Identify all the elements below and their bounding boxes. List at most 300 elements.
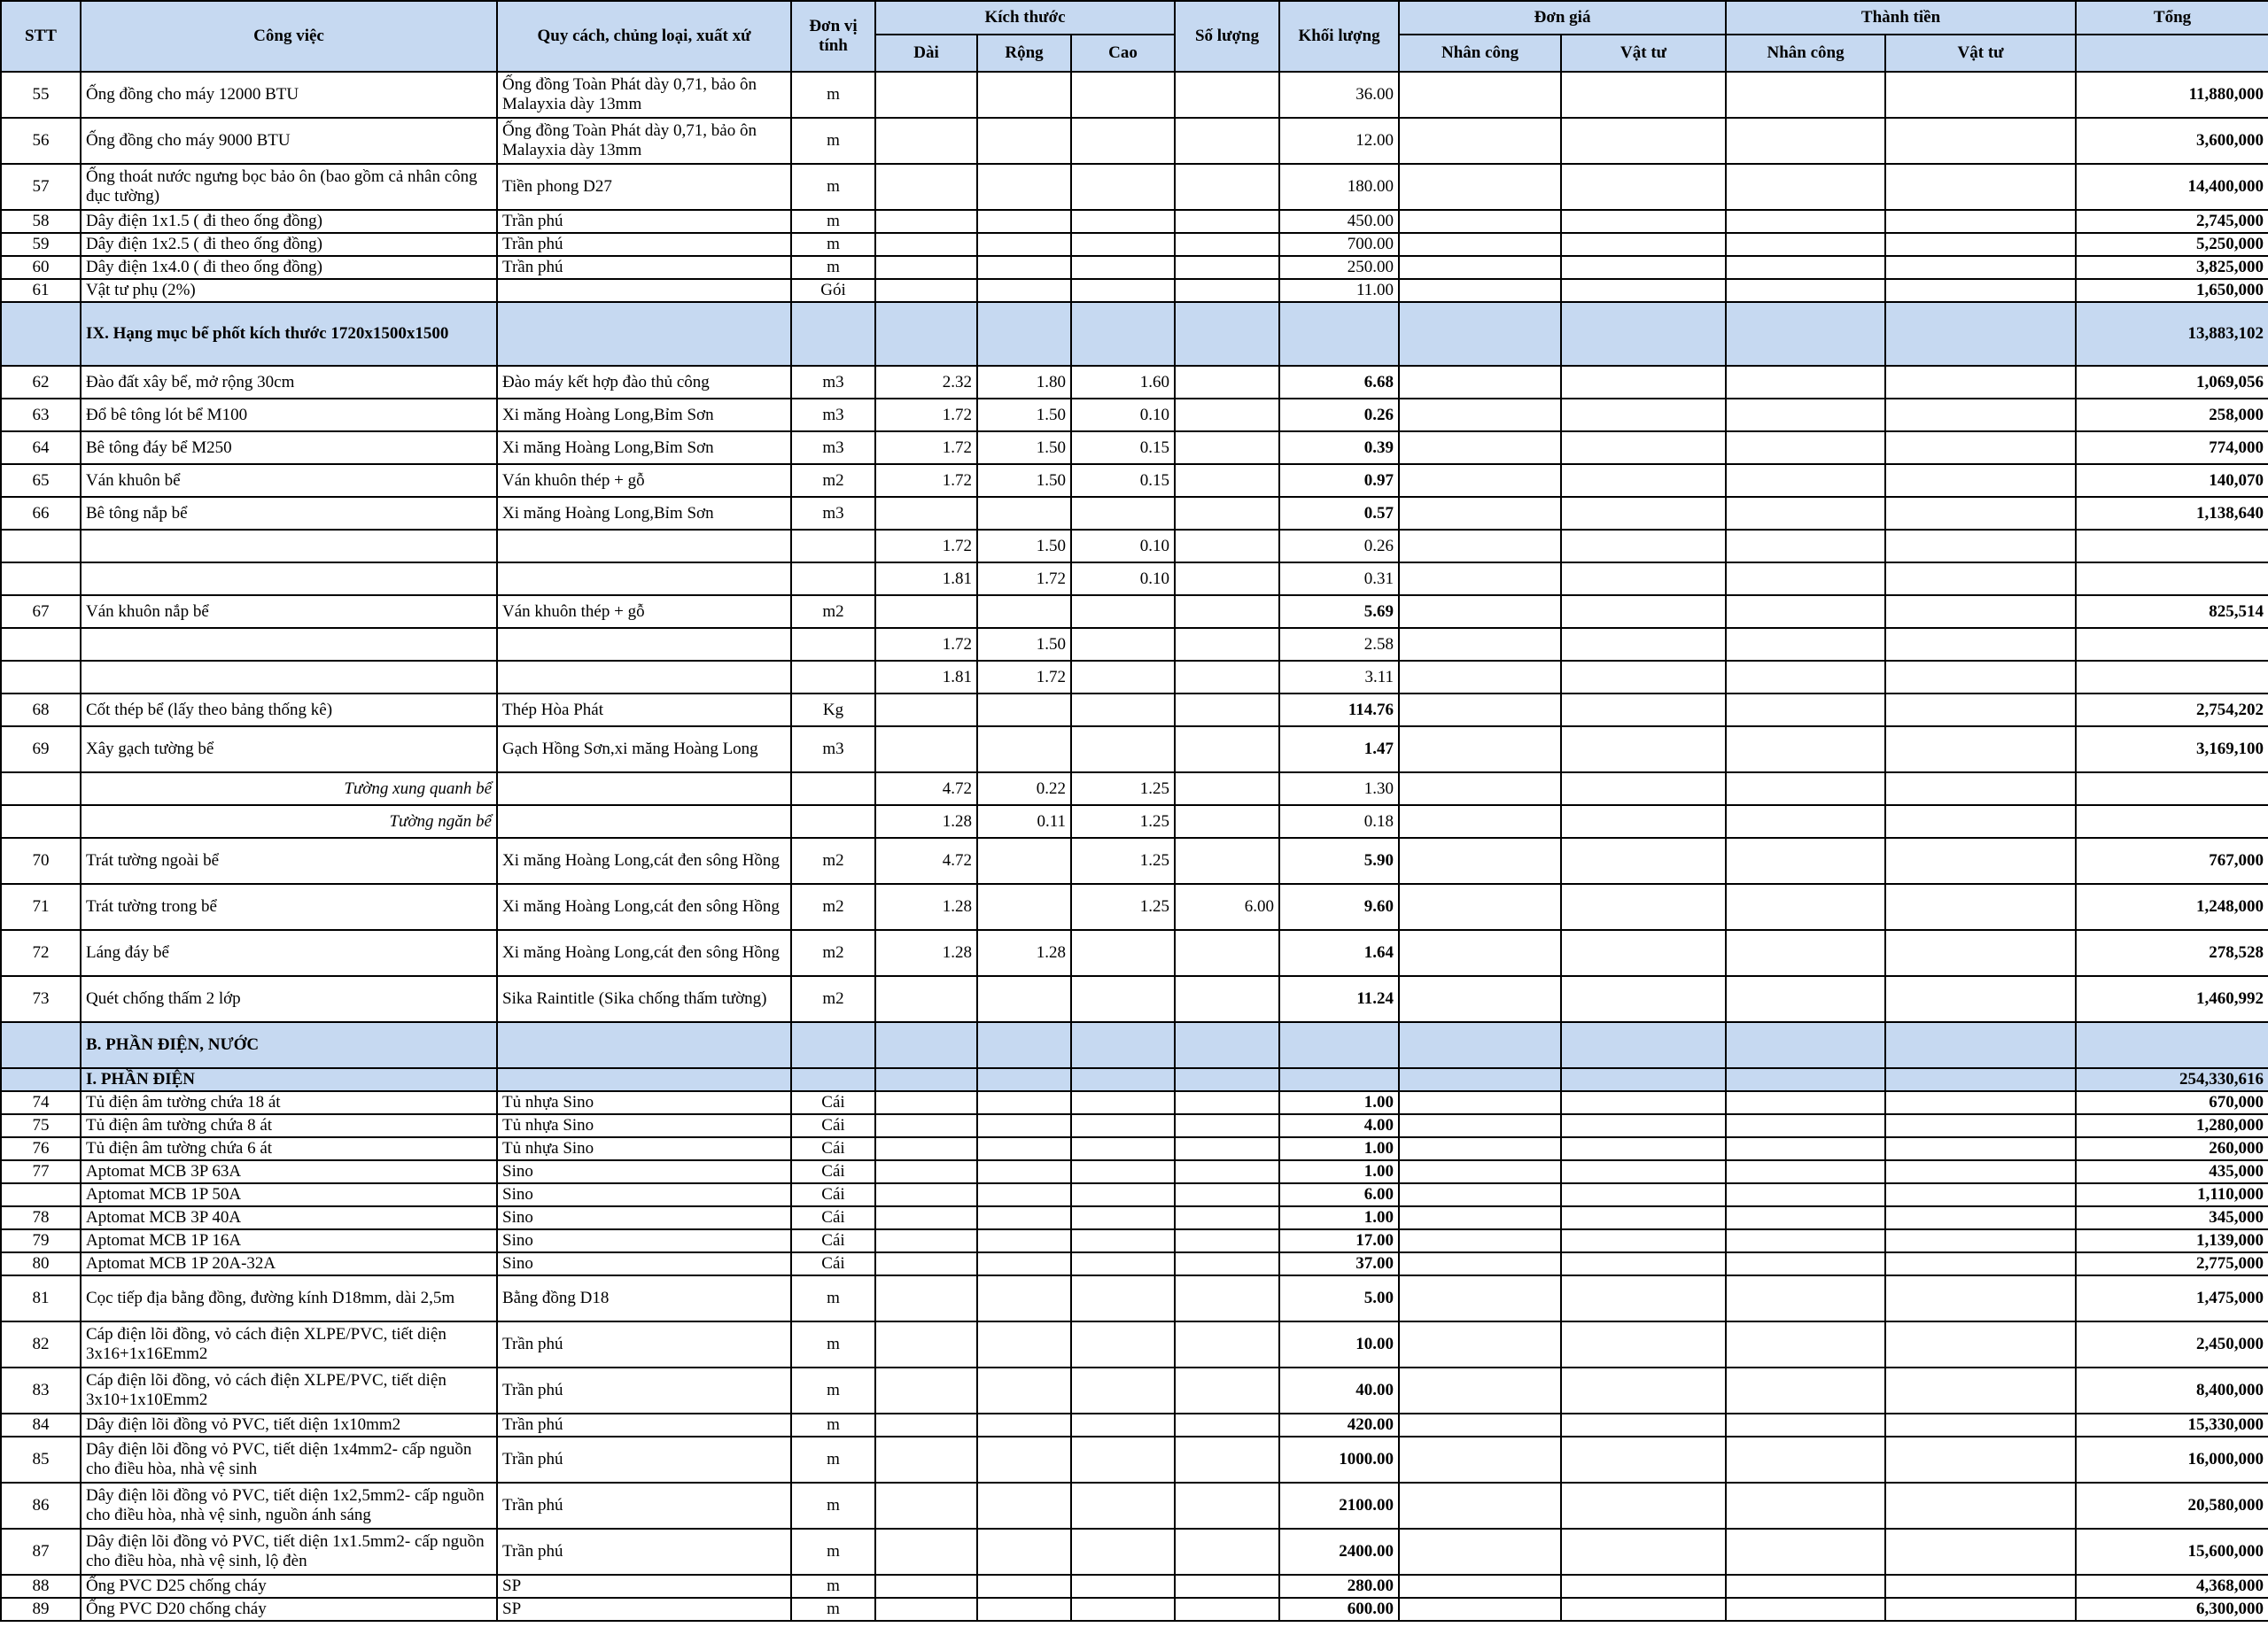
stt-cell: 70 [1,838,81,884]
unit-cell: m [791,1368,875,1414]
cao-cell [1071,1252,1175,1275]
unit-cell: m2 [791,464,875,497]
section-empty-cell [1279,1022,1399,1068]
cao-cell [1071,1321,1175,1368]
work-name-cell: Quét chống thấm 2 lớp [81,976,497,1022]
thanh-tien-nhan-cong-cell [1726,1275,1885,1321]
rong-cell [977,1368,1071,1414]
so-luong-cell [1175,72,1279,118]
work-name-cell: Xây gạch tường bể [81,726,497,772]
stt-cell: 74 [1,1091,81,1114]
so-luong-cell: 6.00 [1175,884,1279,930]
section-empty-cell [875,1068,977,1091]
price-cell [1726,805,1885,838]
unit-cell: Cái [791,1183,875,1206]
rong-cell: 1.72 [977,661,1071,694]
don-gia-vat-tu-cell [1561,595,1726,628]
table-row [1,1529,2268,1575]
rong-cell [977,233,1071,256]
header-stt: STT [1,1,81,72]
unit-cell [791,562,875,595]
dai-cell [875,1529,977,1575]
don-gia-vat-tu-cell [1561,1114,1726,1137]
dai-cell [875,1575,977,1598]
table-row [1,562,2268,595]
cao-cell [1071,595,1175,628]
dai-cell [875,1414,977,1437]
dai-cell [875,497,977,530]
work-name-cell: Cọc tiếp địa bằng đồng, đường kính D18mm, dài 2,5m [81,1275,497,1321]
sub-label: Tường ngăn bể [81,805,497,838]
table-row [1,1437,2268,1483]
so-luong-cell [1175,1114,1279,1137]
so-luong-cell [1175,1529,1279,1575]
total-cell: 1,138,640 [2076,497,2268,530]
thanh-tien-vat-tu-cell [1885,464,2076,497]
total-cell: 1,110,000 [2076,1183,2268,1206]
unit-cell: m3 [791,366,875,399]
unit-cell: Cái [791,1160,875,1183]
section-empty-cell [1885,1022,2076,1068]
so-luong-cell [1175,976,1279,1022]
spec-cell: Trần phú [497,1321,791,1368]
so-luong-cell [1175,118,1279,164]
thanh-tien-nhan-cong-cell [1726,279,1885,302]
rong-cell [977,1183,1071,1206]
thanh-tien-nhan-cong-cell [1726,72,1885,118]
cao-cell: 0.15 [1071,431,1175,464]
rong-cell [977,1252,1071,1275]
total-cell: 2,745,000 [2076,210,2268,233]
total-cell: 6,300,000 [2076,1598,2268,1621]
stt-cell: 55 [1,72,81,118]
don-gia-vat-tu-cell [1561,930,1726,976]
table-row [1,1483,2268,1529]
cao-cell [1071,1183,1175,1206]
cao-cell: 1.60 [1071,366,1175,399]
total-cell: 3,169,100 [2076,726,2268,772]
section-stt [1,1068,81,1091]
total-cell: 1,650,000 [2076,279,2268,302]
header-tong: Tổng [2076,1,2268,35]
don-gia-vat-tu-cell [1561,530,1726,562]
cao-cell [1071,1437,1175,1483]
spec-cell: Ống đồng Toàn Phát dày 0,71, bảo ôn Malayxia dày 13mm [497,72,791,118]
khoi-luong-cell: 2.58 [1279,628,1399,661]
so-luong-cell [1175,256,1279,279]
rong-cell: 1.72 [977,562,1071,595]
spec-cell [497,628,791,661]
unit-cell: m2 [791,595,875,628]
rong-cell [977,1275,1071,1321]
cao-cell [1071,256,1175,279]
header-don-vi: Đơn vị tính [791,1,875,72]
section-empty-cell [1071,302,1175,366]
unit-cell: Gói [791,279,875,302]
thanh-tien-nhan-cong-cell [1726,399,1885,431]
so-luong-cell [1175,726,1279,772]
work-name-cell [81,628,497,661]
dai-cell [875,1437,977,1483]
dai-cell [875,1275,977,1321]
don-gia-nhan-cong-cell [1399,1575,1561,1598]
khoi-luong-cell: 600.00 [1279,1598,1399,1621]
dai-cell [875,118,977,164]
cao-cell [1071,694,1175,726]
sub-row [1,805,2268,838]
total-cell: 2,775,000 [2076,1252,2268,1275]
stt-cell: 69 [1,726,81,772]
section-empty-cell [1399,1068,1561,1091]
khoi-luong-cell: 5.69 [1279,595,1399,628]
cao-cell [1071,1275,1175,1321]
work-name-cell: Trát tường ngoài bể [81,838,497,884]
dai-cell: 4.72 [875,838,977,884]
total-cell: 3,825,000 [2076,256,2268,279]
thanh-tien-vat-tu-cell [1885,1229,2076,1252]
khoi-luong-cell: 5.90 [1279,838,1399,884]
cao-cell [1071,1160,1175,1183]
don-gia-nhan-cong-cell [1399,1275,1561,1321]
spec-cell: Tiền phong D27 [497,164,791,210]
khoi-luong-cell: 250.00 [1279,256,1399,279]
section-empty-cell [1175,302,1279,366]
don-gia-nhan-cong-cell [1399,399,1561,431]
total-cell: 8,400,000 [2076,1368,2268,1414]
stt-cell: 56 [1,118,81,164]
thanh-tien-nhan-cong-cell [1726,431,1885,464]
work-name-cell: Aptomat MCB 1P 16A [81,1229,497,1252]
so-luong-cell [1175,838,1279,884]
section-total: 254,330,616 [2076,1068,2268,1091]
rong-cell [977,1091,1071,1114]
so-luong-cell [1175,1368,1279,1414]
rong-cell: 1.50 [977,431,1071,464]
unit-cell: m [791,1321,875,1368]
don-gia-vat-tu-cell [1561,562,1726,595]
table-row [1,1414,2268,1437]
table-row [1,930,2268,976]
don-gia-nhan-cong-cell [1399,1321,1561,1368]
rong-cell [977,1414,1071,1437]
stt-cell: 85 [1,1437,81,1483]
don-gia-nhan-cong-cell [1399,1137,1561,1160]
so-luong-cell [1175,1091,1279,1114]
don-gia-nhan-cong-cell [1399,530,1561,562]
thanh-tien-vat-tu-cell [1885,1183,2076,1206]
rong-cell: 0.11 [977,805,1071,838]
section-empty-cell [1561,302,1726,366]
stt-cell: 79 [1,1229,81,1252]
spec-cell [497,562,791,595]
rong-cell [977,1575,1071,1598]
khoi-luong-cell: 6.68 [1279,366,1399,399]
total-cell: 2,450,000 [2076,1321,2268,1368]
rong-cell: 0.22 [977,772,1071,805]
rong-cell [977,1160,1071,1183]
total-cell [2076,661,2268,694]
khoi-luong-cell: 6.00 [1279,1183,1399,1206]
section-empty-cell [1279,302,1399,366]
spec-cell [497,805,791,838]
total-cell: 435,000 [2076,1160,2268,1183]
don-gia-nhan-cong-cell [1399,694,1561,726]
don-gia-nhan-cong-cell [1399,884,1561,930]
price-cell [1885,805,2076,838]
total-cell: 774,000 [2076,431,2268,464]
so-luong-cell [1175,1229,1279,1252]
table-row [1,1206,2268,1229]
thanh-tien-vat-tu-cell [1885,726,2076,772]
stt-cell: 71 [1,884,81,930]
thanh-tien-nhan-cong-cell [1726,838,1885,884]
so-luong-cell [1175,464,1279,497]
khoi-luong-cell: 17.00 [1279,1229,1399,1252]
thanh-tien-vat-tu-cell [1885,1598,2076,1621]
section-empty-cell [497,1022,791,1068]
spec-cell: Sino [497,1229,791,1252]
price-cell [1561,805,1726,838]
cao-cell [1071,72,1175,118]
dai-cell [875,233,977,256]
thanh-tien-vat-tu-cell [1885,118,2076,164]
don-gia-vat-tu-cell [1561,1275,1726,1321]
section-empty-cell [1726,302,1885,366]
thanh-tien-vat-tu-cell [1885,1206,2076,1229]
thanh-tien-vat-tu-cell [1885,256,2076,279]
thanh-tien-vat-tu-cell [1885,1529,2076,1575]
unit-cell: m [791,118,875,164]
section-row [1,1022,2268,1068]
spec-cell: Trần phú [497,256,791,279]
table-row [1,694,2268,726]
work-name-cell: Ống PVC D20 chống cháy [81,1598,497,1621]
total-cell: 345,000 [2076,1206,2268,1229]
don-gia-vat-tu-cell [1561,233,1726,256]
so-luong-cell [1175,930,1279,976]
rong-cell [977,838,1071,884]
stt-cell [1,1183,81,1206]
rong-cell [977,210,1071,233]
work-name-cell: Đổ bê tông lót bể M100 [81,399,497,431]
dai-cell [875,726,977,772]
stt-cell: 58 [1,210,81,233]
table-row [1,1114,2268,1137]
thanh-tien-nhan-cong-cell [1726,1114,1885,1137]
thanh-tien-nhan-cong-cell [1726,930,1885,976]
so-luong-cell [1175,1275,1279,1321]
don-gia-nhan-cong-cell [1399,976,1561,1022]
khoi-luong-cell: 280.00 [1279,1575,1399,1598]
work-name-cell: Ống đồng cho máy 12000 BTU [81,72,497,118]
don-gia-nhan-cong-cell [1399,1414,1561,1437]
spec-cell: Trần phú [497,233,791,256]
thanh-tien-vat-tu-cell [1885,1483,2076,1529]
don-gia-vat-tu-cell [1561,661,1726,694]
cao-cell [1071,726,1175,772]
thanh-tien-nhan-cong-cell [1726,497,1885,530]
so-luong-cell [1175,1483,1279,1529]
thanh-tien-vat-tu-cell [1885,562,2076,595]
total-cell: 1,280,000 [2076,1114,2268,1137]
thanh-tien-vat-tu-cell [1885,431,2076,464]
section-empty-cell [1726,1068,1885,1091]
so-luong-cell [1175,366,1279,399]
dai-cell [875,1229,977,1252]
unit-cell: m3 [791,497,875,530]
thanh-tien-nhan-cong-cell [1726,1091,1885,1114]
khoi-luong-cell: 450.00 [1279,210,1399,233]
cao-cell: 0.10 [1071,530,1175,562]
don-gia-vat-tu-cell [1561,1137,1726,1160]
rong-cell [977,884,1071,930]
don-gia-nhan-cong-cell [1399,930,1561,976]
so-luong-cell [1175,1575,1279,1598]
spec-cell: Bằng đồng D18 [497,1275,791,1321]
stt-cell [1,530,81,562]
spec-cell: Trần phú [497,1437,791,1483]
work-name-cell: Aptomat MCB 3P 40A [81,1206,497,1229]
work-name-cell [81,562,497,595]
section-empty-cell [1175,1022,1279,1068]
spec-cell [497,661,791,694]
section-total [2076,1022,2268,1068]
section-stt [1,302,81,366]
so-luong-cell [1175,562,1279,595]
unit-cell: Kg [791,694,875,726]
total-cell: 1,248,000 [2076,884,2268,930]
spec-cell: Xi măng Hoàng Long,cát đen sông Hồng [497,838,791,884]
table-row [1,1229,2268,1252]
don-gia-vat-tu-cell [1561,1229,1726,1252]
thanh-tien-nhan-cong-cell [1726,1252,1885,1275]
unit-cell: m2 [791,838,875,884]
thanh-tien-vat-tu-cell [1885,1275,2076,1321]
dai-cell [875,976,977,1022]
total-cell: 15,600,000 [2076,1529,2268,1575]
thanh-tien-vat-tu-cell [1885,838,2076,884]
unit-cell: m [791,233,875,256]
dai-cell [875,694,977,726]
header-thanh-tien-vat-tu: Vật tư [1885,35,2076,72]
thanh-tien-nhan-cong-cell [1726,1183,1885,1206]
don-gia-vat-tu-cell [1561,497,1726,530]
table-row [1,72,2268,118]
table-row [1,838,2268,884]
so-luong-cell [1175,279,1279,302]
dai-cell: 1.28 [875,884,977,930]
unit-cell: m3 [791,726,875,772]
work-name-cell: Ống đồng cho máy 9000 BTU [81,118,497,164]
spec-cell: Xi măng Hoàng Long,cát đen sông Hồng [497,930,791,976]
thanh-tien-vat-tu-cell [1885,530,2076,562]
table-row [1,1252,2268,1275]
table-row [1,976,2268,1022]
section-empty-cell [1279,1068,1399,1091]
thanh-tien-nhan-cong-cell [1726,1206,1885,1229]
stt-cell: 60 [1,256,81,279]
table-row [1,1321,2268,1368]
work-name-cell: Tủ điện âm tường chứa 8 át [81,1114,497,1137]
stt-cell: 89 [1,1598,81,1621]
stt-cell: 88 [1,1575,81,1598]
khoi-luong-cell: 420.00 [1279,1414,1399,1437]
khoi-luong-cell: 11.00 [1279,279,1399,302]
header-quy-cach: Quy cách, chủng loại, xuất xứ [497,1,791,72]
table-row [1,210,2268,233]
unit-cell: m [791,1483,875,1529]
stt-cell: 64 [1,431,81,464]
spec-cell: Xi măng Hoàng Long,Bỉm Sơn [497,399,791,431]
so-luong-cell [1175,164,1279,210]
unit-cell: m [791,1575,875,1598]
table-row [1,279,2268,302]
rong-cell [977,1437,1071,1483]
work-name-cell: Aptomat MCB 3P 63A [81,1160,497,1183]
unit-cell: m3 [791,399,875,431]
cao-cell [1071,1529,1175,1575]
so-luong-cell [1175,1321,1279,1368]
stt-cell [1,805,81,838]
work-name-cell: Trát tường trong bể [81,884,497,930]
stt-cell: 80 [1,1252,81,1275]
unit-cell: m2 [791,930,875,976]
thanh-tien-vat-tu-cell [1885,399,2076,431]
rong-cell [977,256,1071,279]
section-row [1,302,2268,366]
thanh-tien-nhan-cong-cell [1726,1598,1885,1621]
khoi-luong-cell: 5.00 [1279,1275,1399,1321]
thanh-tien-nhan-cong-cell [1726,530,1885,562]
don-gia-nhan-cong-cell [1399,1183,1561,1206]
don-gia-vat-tu-cell [1561,694,1726,726]
spec-cell: Tủ nhựa Sino [497,1137,791,1160]
don-gia-nhan-cong-cell [1399,1368,1561,1414]
stt-cell: 76 [1,1137,81,1160]
unit-cell: Cái [791,1252,875,1275]
thanh-tien-vat-tu-cell [1885,1321,2076,1368]
thanh-tien-nhan-cong-cell [1726,366,1885,399]
thanh-tien-vat-tu-cell [1885,694,2076,726]
work-name-cell: Đào đất xây bể, mở rộng 30cm [81,366,497,399]
khoi-luong-cell: 2100.00 [1279,1483,1399,1529]
don-gia-nhan-cong-cell [1399,1598,1561,1621]
dai-cell: 1.72 [875,431,977,464]
spec-cell: SP [497,1598,791,1621]
work-name-cell: Dây điện lõi đồng vỏ PVC, tiết diện 1x1.5mm2- cấp nguồn cho điều hòa, nhà vệ sinh, lộ đèn [81,1529,497,1575]
dai-cell: 1.28 [875,805,977,838]
khoi-luong-cell: 1.00 [1279,1160,1399,1183]
don-gia-nhan-cong-cell [1399,1091,1561,1114]
dai-cell [875,210,977,233]
rong-cell [977,694,1071,726]
thanh-tien-nhan-cong-cell [1726,1368,1885,1414]
work-name-cell: Ống PVC D25 chống cháy [81,1575,497,1598]
unit-cell: Cái [791,1091,875,1114]
thanh-tien-nhan-cong-cell [1726,1321,1885,1368]
total-cell: 140,070 [2076,464,2268,497]
cao-cell [1071,118,1175,164]
don-gia-nhan-cong-cell [1399,497,1561,530]
table-row [1,431,2268,464]
price-cell [1885,772,2076,805]
so-luong-cell [1175,1437,1279,1483]
cao-cell: 0.10 [1071,562,1175,595]
table-header [1,1,2268,72]
thanh-tien-vat-tu-cell [1885,366,2076,399]
don-gia-vat-tu-cell [1561,399,1726,431]
section-empty-cell [791,1068,875,1091]
